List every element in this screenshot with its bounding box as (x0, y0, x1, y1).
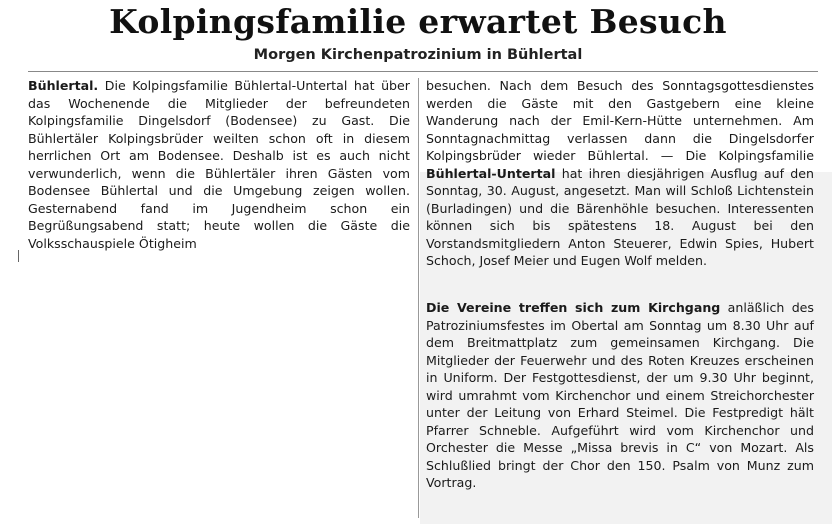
article-subheadline: Morgen Kirchenpatrozinium in Bühlertal (253, 47, 583, 63)
column-left-text: Die Kolpingsfamilie Bühlertal-Untertal hat über das Wochenende die Mitglieder der befreundeten Kolpingsfamilie Dingelsdorf (Bodensee) zu Gast. Die Bühlertäler Kolpingsbrüder weilten schon oft in diesem herrlichen Ort am Bodensee. Deshalb ist es auch nicht verwunderlich, wenn die Bühlertäler ihren Gästen vom Bodensee Bühlertal und die Umgebung zeigen wollen. Gesternabend fand im Jugendheim schon ein Begrüßungsabend statt; heute wollen die Gäste die Volksschauspiele Ötigheim (28, 78, 410, 251)
article-column-right-bottom (426, 299, 814, 492)
article-column-left (28, 77, 410, 252)
column-right-text-c: hat ihren diesjährigen Ausflug auf den Sonntag, 30. August, angesetzt. Man will Schloß Lichtenstein (Burladingen) und die Bärenhöhle besuchen. Interessenten können sich bis spätestens 18. August bei den Vorstandsmitgliedern Anton Steuerer, Edwin Spies, Hubert Schoch, Josef Meier und Eugen Wolf melden. (426, 165, 814, 268)
dateline: Bühlertal. (28, 78, 99, 93)
column-edge-mark (18, 250, 19, 262)
column-right-bold-name: Bühlertal-Untertal (426, 165, 556, 181)
column-right-text-a: besuchen. Nach dem Besuch des Sonntagsgottesdienstes werden die Gäste mit den Gastgebern eine kleine Wanderung nach der Emil-Kern-Hütte unternehmen. Am Sonntagnachmittag verlassen dann die Dingelsdorfer Kolpingsbrüder wieder Bühlertal. — Die Kolpingsfamilie (426, 78, 814, 163)
column-divider (418, 78, 419, 518)
article-headline: Kolpingsfamilie erwartet Besuch (109, 2, 727, 41)
headline-rule (28, 71, 818, 72)
article-column-right-top (426, 77, 814, 270)
section-lead: Die Vereine treffen sich zum Kirchgang (426, 300, 721, 315)
column-right-bottom-text: anläßlich des Patroziniumsfestes im Obertal am Sonntag um 8.30 Uhr auf dem Breitmattplatz zum gemeinsamen Kirchgang. Die Mitglieder der Feuerwehr und des Roten Kreuzes erscheinen in Uniform. Der Festgottesdienst, der um 9.30 Uhr beginnt, wird umrahmt vom Kirchenchor und einem Streichorchester unter der Leitung von Erhard Steimel. Die Festpredigt hält Pfarrer Schneble. Aufgeführt wird vom Kirchenchor und Orchester die Messe „Missa brevis in C“ von Mozart. Als Schlußlied bringt der Chor den 150. Psalm von Munz zum Vortrag. (426, 300, 814, 490)
